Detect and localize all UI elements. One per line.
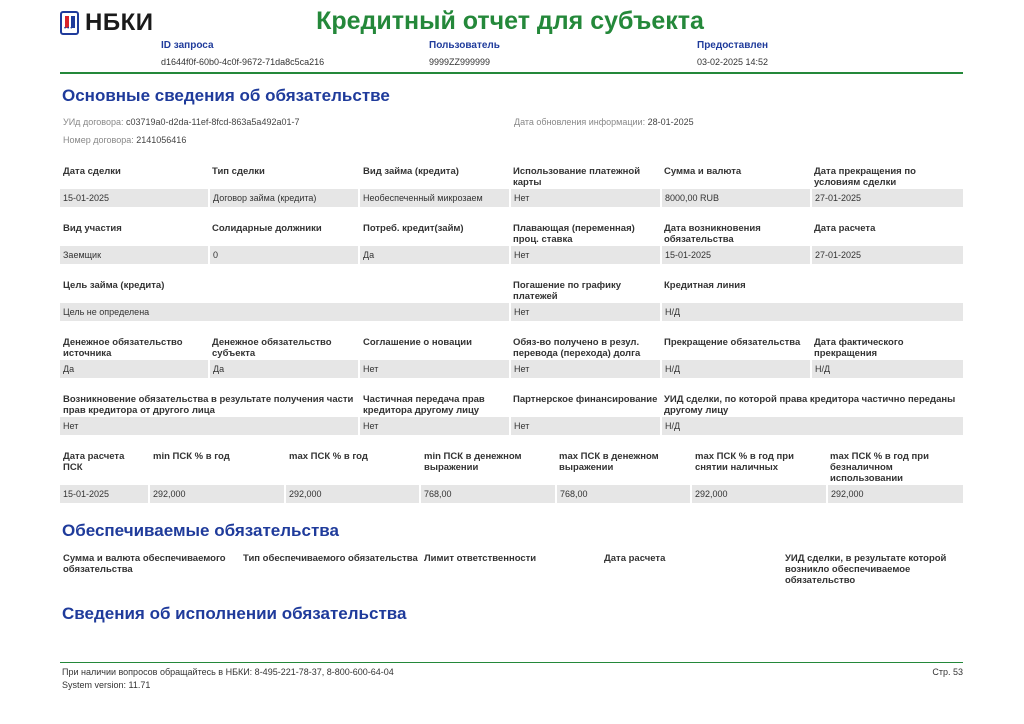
update-date [514, 117, 694, 127]
field-label: Дата расчета ПСК [63, 451, 125, 473]
field-value: 8000,00 RUB [662, 189, 810, 207]
nbki-logo-icon: ••• [60, 11, 79, 35]
secured-section-title: Обеспечиваемые обязательства [62, 521, 339, 540]
field-label: max ПСК % в год [289, 451, 368, 462]
field-value: Заемщик [60, 246, 208, 264]
field-label: Возникновение обязательства в результате получения части прав кредитора от другого лица [63, 394, 354, 416]
field-label: Лимит ответственности [424, 553, 537, 564]
field-label: Дата возникновения обязательства [664, 223, 761, 245]
provided-block [697, 40, 768, 67]
field-value: 292,000 [150, 485, 284, 503]
field-label: Обяз-во получено в резул. перевода (перехода) долга [513, 337, 641, 359]
field-label: УИД сделки, по которой права кредитора частично переданы другому лицу [664, 394, 956, 416]
field-label: Погашение по графику платежей [513, 280, 621, 302]
user-label: Пользователь [429, 40, 500, 51]
contract-number-label: Номер договора: [63, 135, 134, 145]
contract-uid-label: УИд договора: [63, 117, 124, 127]
field-label: Дата прекращения по условиям сделки [814, 166, 916, 188]
field-label: Тип обеспечиваемого обязательства [243, 553, 418, 564]
field-value: 27-01-2025 [812, 246, 963, 264]
page-number: Стр. 53 [932, 667, 963, 677]
main-section-title: Основные сведения об обязательстве [62, 86, 390, 105]
field-value: Нет [360, 417, 509, 435]
contract-uid-value: c03719a0-d2da-11ef-8fcd-863a5a492a01-7 [126, 117, 300, 127]
field-label: Денежное обязательство субъекта [212, 337, 332, 359]
field-label: Плавающая (переменная) проц. ставка [513, 223, 635, 245]
request-id-block [161, 40, 324, 67]
field-value: Нет [511, 417, 660, 435]
field-label: max ПСК % в год при безналичном использовании [830, 451, 929, 484]
footer-contact: При наличии вопросов обращайтесь в НБКИ: 8-495-221-78-37, 8-800-600-64-04 [62, 667, 394, 677]
nbki-logo [60, 9, 153, 37]
provided-label: Предоставлен [697, 40, 769, 51]
field-label: Прекращение обязательства [664, 337, 801, 348]
field-label: Кредитная линия [664, 280, 746, 291]
contract-number-value: 2141056416 [136, 135, 187, 145]
field-label: Тип сделки [212, 166, 265, 177]
field-value: Н/Д [662, 417, 963, 435]
field-value: Да [60, 360, 208, 378]
field-label: Дата расчета [604, 553, 666, 564]
field-value: Да [210, 360, 358, 378]
field-label: Сумма и валюта обеспечиваемого обязательства [63, 553, 226, 575]
footer-divider [60, 662, 963, 663]
field-value: 15-01-2025 [60, 189, 208, 207]
field-label: Вид участия [63, 223, 122, 234]
field-value: Нет [511, 189, 660, 207]
field-value: Договор займа (кредита) [210, 189, 358, 207]
report-title: Кредитный отчет для субъекта [316, 7, 704, 35]
contract-uid [63, 117, 299, 127]
field-label: Цель займа (кредита) [63, 280, 165, 291]
field-value: Нет [511, 246, 660, 264]
field-value: 768,00 [557, 485, 690, 503]
field-value: 15-01-2025 [60, 485, 148, 503]
execution-section-title: Сведения об исполнении обязательства [62, 604, 407, 623]
field-value: Нет [60, 417, 358, 435]
field-label: min ПСК в денежном выражении [424, 451, 522, 473]
field-value: 768,00 [421, 485, 555, 503]
request-id-value: d1644f0f-60b0-4c0f-9672-71da8c5ca216 [161, 57, 325, 67]
field-label: Использование платежной карты [513, 166, 641, 188]
header-divider [60, 72, 963, 74]
group6-values [60, 485, 963, 503]
update-date-value: 28-01-2025 [647, 117, 694, 127]
field-label: Партнерское финансирование [513, 394, 658, 405]
field-label: Вид займа (кредита) [363, 166, 459, 177]
request-id-label: ID запроса [161, 40, 214, 51]
field-label: Дата фактического прекращения [814, 337, 904, 359]
footer-version: System version: 11.71 [62, 680, 151, 690]
field-value: Необеспеченный микрозаем [360, 189, 509, 207]
field-value: 27-01-2025 [812, 189, 963, 207]
field-value: Нет [360, 360, 509, 378]
field-label: Дата сделки [63, 166, 121, 177]
group5-values [60, 417, 963, 435]
field-value: 0 [210, 246, 358, 264]
field-value: Да [360, 246, 509, 264]
field-label: УИД сделки, в результате которой возникло обеспечиваемое обязательство [785, 553, 947, 586]
user-block [429, 40, 500, 67]
field-label: Солидарные должники [212, 223, 322, 234]
field-label: Денежное обязательство источника [63, 337, 183, 359]
group1-values [60, 189, 963, 207]
provided-value: 03-02-2025 14:52 [697, 57, 769, 67]
update-date-label: Дата обновления информации: [514, 117, 646, 127]
logo-text: НБКИ [85, 9, 154, 36]
field-label: Частичная передача прав кредитора другому лицу [363, 394, 485, 416]
field-value: 292,000 [286, 485, 419, 503]
field-label: Дата расчета [814, 223, 876, 234]
field-label: max ПСК в денежном выражении [559, 451, 659, 473]
field-label: Сумма и валюта [664, 166, 742, 177]
field-value: Н/Д [662, 360, 810, 378]
field-value: 292,000 [828, 485, 963, 503]
field-value: Нет [511, 303, 660, 321]
group3-values [60, 303, 963, 321]
field-value: Н/Д [812, 360, 963, 378]
field-value: 292,000 [692, 485, 826, 503]
field-value: Цель не определена [60, 303, 509, 321]
group4-values [60, 360, 963, 378]
field-value: Нет [511, 360, 660, 378]
field-value: 15-01-2025 [662, 246, 810, 264]
field-label: max ПСК % в год при снятии наличных [695, 451, 794, 473]
contract-number [63, 135, 186, 145]
group2-values [60, 246, 963, 264]
field-label: min ПСК % в год [153, 451, 230, 462]
user-value: 9999ZZ999999 [429, 57, 491, 67]
field-value: Н/Д [662, 303, 963, 321]
field-label: Потреб. кредит(займ) [363, 223, 464, 234]
field-label: Соглашение о новации [363, 337, 472, 348]
